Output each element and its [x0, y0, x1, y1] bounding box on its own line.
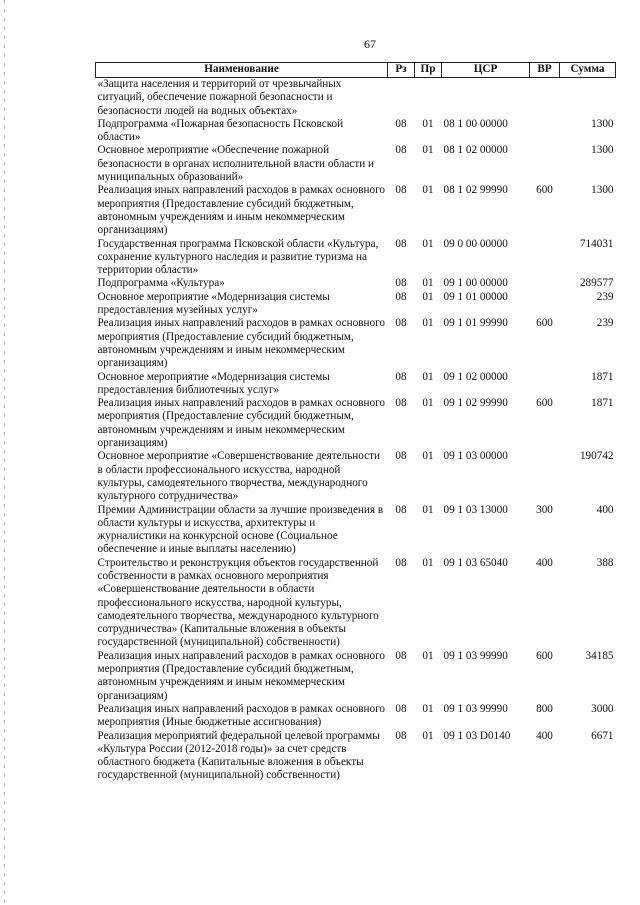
- table-row: [96, 450, 616, 503]
- row-rz: 08: [395, 237, 407, 250]
- row-vr: 600: [536, 397, 553, 410]
- row-pr: 01: [422, 277, 434, 290]
- row-pr: 01: [422, 450, 434, 463]
- row-rz: 08: [395, 649, 407, 662]
- row-name: «Защита населения и территорий от чрезвычайных ситуаций, обеспечение пожарной безопасности и безопасности людей на водных объектах»: [97, 78, 342, 117]
- row-vr: 300: [536, 503, 553, 516]
- row-pr: 01: [422, 317, 434, 330]
- row-sum: 239: [596, 290, 614, 303]
- row-csr: 09 1 01 00000: [443, 290, 508, 303]
- table-row: [96, 238, 616, 278]
- row-vr: [530, 450, 560, 503]
- row-rz: 08: [395, 290, 407, 303]
- row-pr: 01: [422, 144, 434, 157]
- row-vr: 600: [536, 184, 553, 197]
- row-pr: 01: [422, 702, 434, 715]
- table-row: [96, 317, 616, 370]
- row-csr: [442, 78, 530, 118]
- table-row: [96, 650, 616, 703]
- row-rz: 08: [395, 450, 407, 463]
- table-row: [96, 371, 616, 398]
- row-csr: 09 0 00 00000: [443, 237, 508, 250]
- table-row: [96, 184, 616, 237]
- row-rz: 08: [395, 317, 407, 330]
- row-name: Подпрограмма «Культура»: [97, 277, 225, 290]
- budget-table: [95, 62, 616, 783]
- row-csr: 09 1 03 99990: [443, 649, 508, 662]
- row-pr: 01: [422, 397, 434, 410]
- row-vr: 400: [536, 729, 553, 742]
- row-name: Основное мероприятие «Модернизация системы предоставления музейных услуг»: [97, 290, 330, 317]
- row-pr: 01: [422, 556, 434, 569]
- table-row: [96, 291, 616, 318]
- row-pr: 01: [422, 649, 434, 662]
- row-vr: [530, 144, 560, 184]
- row-sum: 3000: [591, 702, 614, 715]
- row-vr: [530, 78, 560, 118]
- row-vr: [530, 238, 560, 278]
- row-name: Реализация иных направлений расходов в рамках основного мероприятия (Предоставление субсидий бюджетным, автономным учреждениям и иным некоммерческим организациям): [97, 397, 385, 450]
- row-rz: 08: [395, 556, 407, 569]
- row-sum: 6671: [591, 729, 614, 742]
- table-row: [96, 504, 616, 557]
- table-row: [96, 730, 616, 783]
- row-vr: [530, 371, 560, 398]
- row-rz: 08: [395, 277, 407, 290]
- row-sum: 400: [596, 503, 614, 516]
- row-sum: 1300: [591, 184, 614, 197]
- row-vr: 800: [536, 702, 553, 715]
- page-number: 67: [364, 37, 376, 51]
- row-sum: 1871: [591, 370, 614, 383]
- row-rz: 08: [395, 370, 407, 383]
- row-vr: 600: [536, 317, 553, 330]
- table-row: [96, 277, 616, 290]
- table-row: [96, 557, 616, 650]
- row-name: Строительство и реконструкция объектов государственной собственности в рамках основного мероприятия «Совершенствование деятельности в области профессионального искусства, народной культуры, самодеятельного творчества, международного культурного сотрудничества» (Капитальные вложения в объекты государственной (муниципальной) собственности): [97, 556, 379, 649]
- row-sum: 1300: [591, 117, 614, 130]
- row-vr: [530, 118, 560, 145]
- header-name: Наименование: [96, 63, 388, 78]
- row-csr: 09 1 02 99990: [443, 397, 508, 410]
- row-name: Реализация иных направлений расходов в рамках основного мероприятия (Иные бюджетные ассигнования): [97, 702, 385, 729]
- row-name: Основное мероприятие «Обеспечение пожарной безопасности в органах исполнительной власти области и муниципальных образований»: [97, 144, 375, 184]
- row-csr: 09 1 01 99990: [443, 317, 508, 330]
- row-sum: 388: [596, 556, 614, 569]
- row-pr: 01: [422, 729, 434, 742]
- row-rz: 08: [395, 397, 407, 410]
- header-vr: ВР: [530, 63, 560, 78]
- row-pr: 01: [422, 237, 434, 250]
- row-sum: [560, 78, 616, 118]
- header-sum: Сумма: [560, 63, 616, 78]
- row-csr: 09 1 03 00000: [443, 450, 508, 463]
- table-body: [96, 78, 616, 783]
- row-sum: 34185: [585, 649, 614, 662]
- row-pr: 01: [422, 290, 434, 303]
- row-sum: 190742: [579, 450, 614, 463]
- row-name: Государственная программа Псковской области «Культура, сохранение культурного наследия и развитие туризма на территории области»: [97, 237, 379, 277]
- row-name: Реализация иных направлений расходов в рамках основного мероприятия (Предоставление субсидий бюджетным, автономным учреждениям и иным некоммерческим организациям): [97, 649, 385, 702]
- table-row: [96, 78, 616, 118]
- row-rz: 08: [395, 117, 407, 130]
- table-row: [96, 703, 616, 730]
- row-name: Премии Администрации области за лучшие произведения в области культуры и искусства, архитектуры и журналистики на конкурсной основе (Социальное обеспечение и иные выплаты населению): [97, 503, 384, 556]
- row-vr: [530, 291, 560, 318]
- table-row: [96, 118, 616, 145]
- table-header-row: [96, 63, 616, 78]
- scan-edge-mark: [4, 0, 5, 905]
- row-csr: 09 1 02 00000: [443, 370, 508, 383]
- row-sum: 1300: [591, 144, 614, 157]
- table-row: [96, 397, 616, 450]
- row-csr: 09 1 00 00000: [443, 277, 508, 290]
- row-rz: 08: [395, 144, 407, 157]
- row-sum: 239: [596, 317, 614, 330]
- row-name: Реализация иных направлений расходов в рамках основного мероприятия (Предоставление субсидий бюджетным, автономным учреждениям и иным некоммерческим организациям): [97, 184, 385, 237]
- row-csr: 09 1 03 13000: [443, 503, 508, 516]
- header-csr: ЦСР: [442, 63, 530, 78]
- row-pr: [415, 78, 442, 118]
- row-vr: 400: [536, 556, 553, 569]
- table-row: [96, 144, 616, 184]
- row-rz: [388, 78, 415, 118]
- row-name: Реализация иных направлений расходов в рамках основного мероприятия (Предоставление субсидий бюджетным, автономным учреждениям и иным некоммерческим организациям): [97, 317, 385, 370]
- row-rz: 08: [395, 184, 407, 197]
- row-name: Основное мероприятие «Совершенствование деятельности в области профессионального искусства, народной культуры, самодеятельного творчества, международного культурного сотрудничества»: [97, 450, 381, 503]
- row-csr: 09 1 03 99990: [443, 702, 508, 715]
- row-csr: 08 1 02 99990: [443, 184, 508, 197]
- header-rz: Рз: [388, 63, 415, 78]
- row-sum: 1871: [591, 397, 614, 410]
- row-csr: 09 1 03 D0140: [443, 729, 511, 742]
- row-name: Основное мероприятие «Модернизация системы предоставления библиотечных услуг»: [97, 370, 330, 396]
- row-rz: 08: [395, 503, 407, 516]
- row-rz: 08: [395, 702, 407, 715]
- row-vr: 600: [536, 649, 553, 662]
- row-sum: 714031: [579, 237, 614, 250]
- row-rz: 08: [395, 729, 407, 742]
- row-sum: 289577: [579, 277, 614, 290]
- row-vr: [530, 277, 560, 290]
- row-name: Реализация мероприятий федеральной целевой программы «Культура России (2012-2018 годы)» за счет средств областного бюджета (Капитальные вложения в объекты государственной (муниципальной) собственности): [97, 729, 380, 782]
- header-pr: Пр: [415, 63, 442, 78]
- row-name: Подпрограмма «Пожарная безопасность Псковской области»: [97, 117, 344, 144]
- row-pr: 01: [422, 184, 434, 197]
- row-pr: 01: [422, 117, 434, 130]
- row-csr: 09 1 03 65040: [443, 556, 508, 569]
- row-csr: 08 1 02 00000: [443, 144, 508, 157]
- row-pr: 01: [422, 370, 434, 383]
- row-pr: 01: [422, 503, 434, 516]
- row-csr: 08 1 00 00000: [443, 117, 508, 130]
